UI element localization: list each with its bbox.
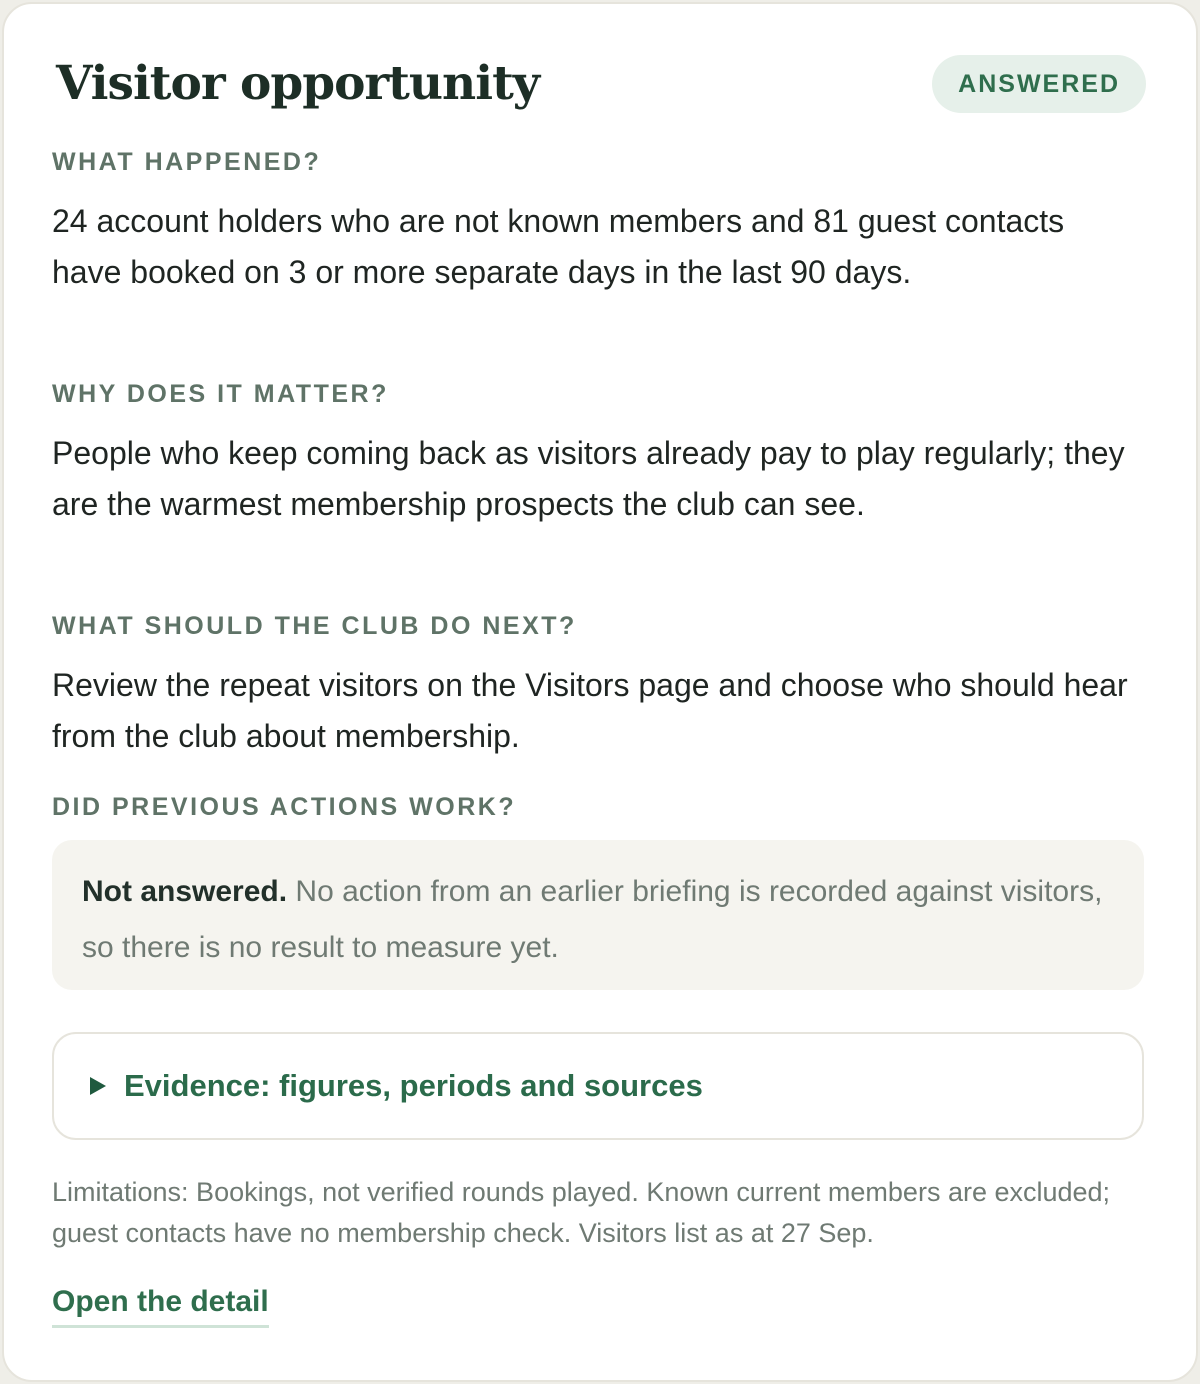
next-step-text: Review the repeat visitors on the Visitors page and choose who should hear from the club about membership. bbox=[52, 667, 1128, 754]
card-header bbox=[56, 4, 1144, 144]
evidence-label: Evidence: figures, periods and sources bbox=[124, 1068, 703, 1103]
why-matter-label: WHY DOES IT MATTER? bbox=[52, 380, 389, 408]
previous-actions-label: DID PREVIOUS ACTIONS WORK? bbox=[52, 793, 517, 821]
status-badge: ANSWERED bbox=[932, 55, 1146, 113]
why-matter-text: People who keep coming back as visitors already pay to play regularly; they are the warmest membership prospects the club can see. bbox=[52, 435, 1125, 522]
previous-actions-answer bbox=[52, 840, 1144, 990]
next-step-label: WHAT SHOULD THE CLUB DO NEXT? bbox=[52, 612, 577, 640]
what-happened-text: 24 account holders who are not known members and 81 guest contacts have booked on 3 or more separate days in the last 90 days. bbox=[52, 203, 1065, 290]
disclosure-triangle-icon bbox=[90, 1077, 106, 1095]
limitations-note: Limitations: Bookings, not verified rounds played. Known current members are excluded; guest contacts have no membership check. Visitors list as at 27 Sep. bbox=[52, 1177, 1111, 1248]
answer-text: No action from an earlier briefing is recorded against visitors, so there is no result to measure yet. bbox=[82, 875, 1103, 964]
answer-status: Not answered. bbox=[82, 875, 288, 908]
card-title: Visitor opportunity bbox=[56, 56, 540, 111]
what-happened-label: WHAT HAPPENED? bbox=[52, 148, 322, 176]
evidence-disclosure[interactable] bbox=[52, 1032, 1144, 1140]
open-detail-link[interactable]: Open the detail bbox=[52, 1284, 269, 1328]
